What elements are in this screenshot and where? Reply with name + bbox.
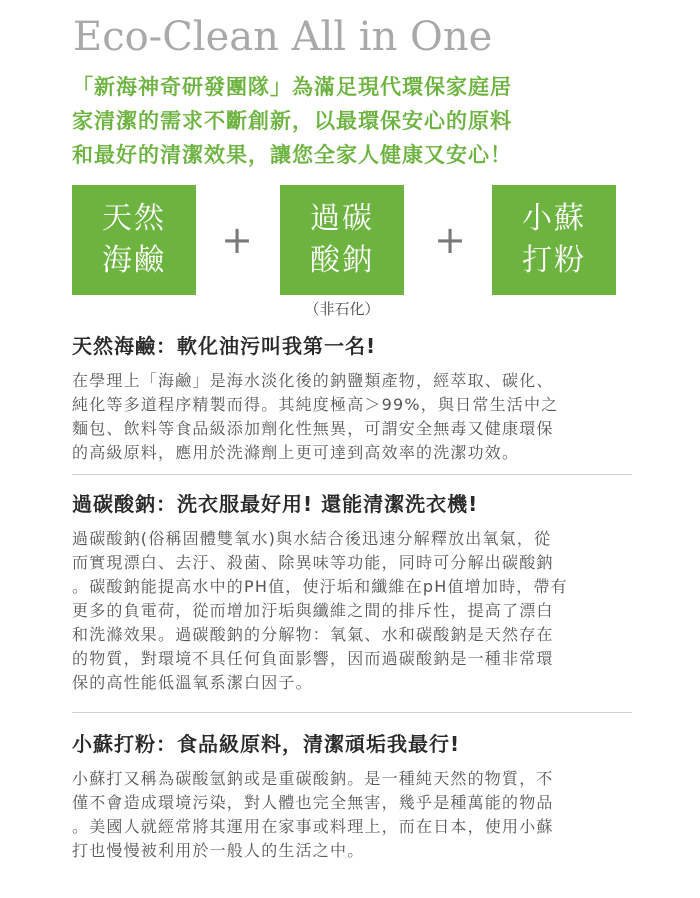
section-divider <box>72 712 632 713</box>
ingredient-box-line: 酸鈉 <box>310 243 374 278</box>
ingredient-box-line: 海鹼 <box>102 243 166 278</box>
box-note: （非石化） <box>304 300 380 318</box>
section-line: 。碳酸鈉能提高水中的PH值，使汙垢和纖維在pH值增加時，帶有 <box>72 577 568 596</box>
ingredient-box-sea-alkali <box>72 185 196 295</box>
section-line: 更多的負電荷，從而增加汙垢與纖維之間的排斥性，提高了漂白 <box>72 601 554 620</box>
section-line: 而實現漂白、去汙、殺菌、除異味等功能，同時可分解出碳酸鈉 <box>72 553 554 572</box>
section-divider <box>72 474 632 475</box>
section-heading: 過碳酸鈉：洗衣服最好用! 還能清潔洗衣機! <box>72 492 479 516</box>
section-body <box>72 767 632 863</box>
section-line: 僅不會造成環境污染，對人體也完全無害，幾乎是種萬能的物品 <box>72 793 554 812</box>
intro-text <box>72 70 632 172</box>
section-body <box>72 527 632 695</box>
page-title: Eco-Clean All in One <box>73 14 493 60</box>
section-body <box>72 369 632 465</box>
section-line: 打也慢慢被利用於一般人的生活之中。 <box>72 841 365 860</box>
ingredient-formula <box>72 185 617 295</box>
ingredient-box-line: 天然 <box>102 201 166 236</box>
ingredient-box-percarbonate <box>280 185 404 295</box>
section-line: 的物質，對環境不具任何負面影響，因而過碳酸鈉是一種非常環 <box>72 649 554 668</box>
intro-line: 「新海神奇研發團隊」為滿足現代環保家庭居 <box>72 75 512 99</box>
ingredient-box-line: 打粉 <box>522 243 586 278</box>
section-line: 和洗滌效果。過碳酸鈉的分解物：氧氣、水和碳酸鈉是天然存在 <box>72 625 554 644</box>
ingredient-box-baking-soda <box>492 185 616 295</box>
section-baking-soda <box>72 728 632 863</box>
section-line: 麵包、飲料等食品級添加劑化性無異，可謂安全無毒又健康環保 <box>72 419 554 438</box>
section-heading: 天然海鹼：軟化油污叫我第一名! <box>72 334 377 358</box>
section-line: 小蘇打又稱為碳酸氫鈉或是重碳酸鈉。是一種純天然的物質，不 <box>72 769 554 788</box>
plus-icon: + <box>434 218 466 262</box>
ingredient-box-line: 過碳 <box>310 201 374 236</box>
intro-line: 家清潔的需求不斷創新，以最環保安心的原料 <box>72 109 512 133</box>
section-line: 保的高性能低溫氧系潔白因子。 <box>72 673 313 692</box>
section-line: 純化等多道程序精製而得。其純度極高＞99%，與日常生活中之 <box>72 395 559 414</box>
section-heading: 小蘇打粉：食品級原料，清潔頑垢我最行! <box>72 732 461 756</box>
section-line: 過碳酸鈉(俗稱固體雙氧水)與水結合後迅速分解釋放出氧氣，從 <box>72 529 552 548</box>
ingredient-box-line: 小蘇 <box>522 201 586 236</box>
section-line: 的高級原料，應用於洗滌劑上更可達到高效率的洗潔功效。 <box>72 443 520 462</box>
section-sea-alkali <box>72 330 632 465</box>
plus-icon: + <box>221 218 253 262</box>
section-line: 。美國人就經常將其運用在家事或料理上，而在日本，使用小蘇 <box>72 817 554 836</box>
section-line: 在學理上「海鹼」是海水淡化後的鈉鹽類產物，經萃取、碳化、 <box>72 371 554 390</box>
section-percarbonate <box>72 488 632 695</box>
intro-line: 和最好的清潔效果，讓您全家人健康又安心！ <box>72 143 512 167</box>
